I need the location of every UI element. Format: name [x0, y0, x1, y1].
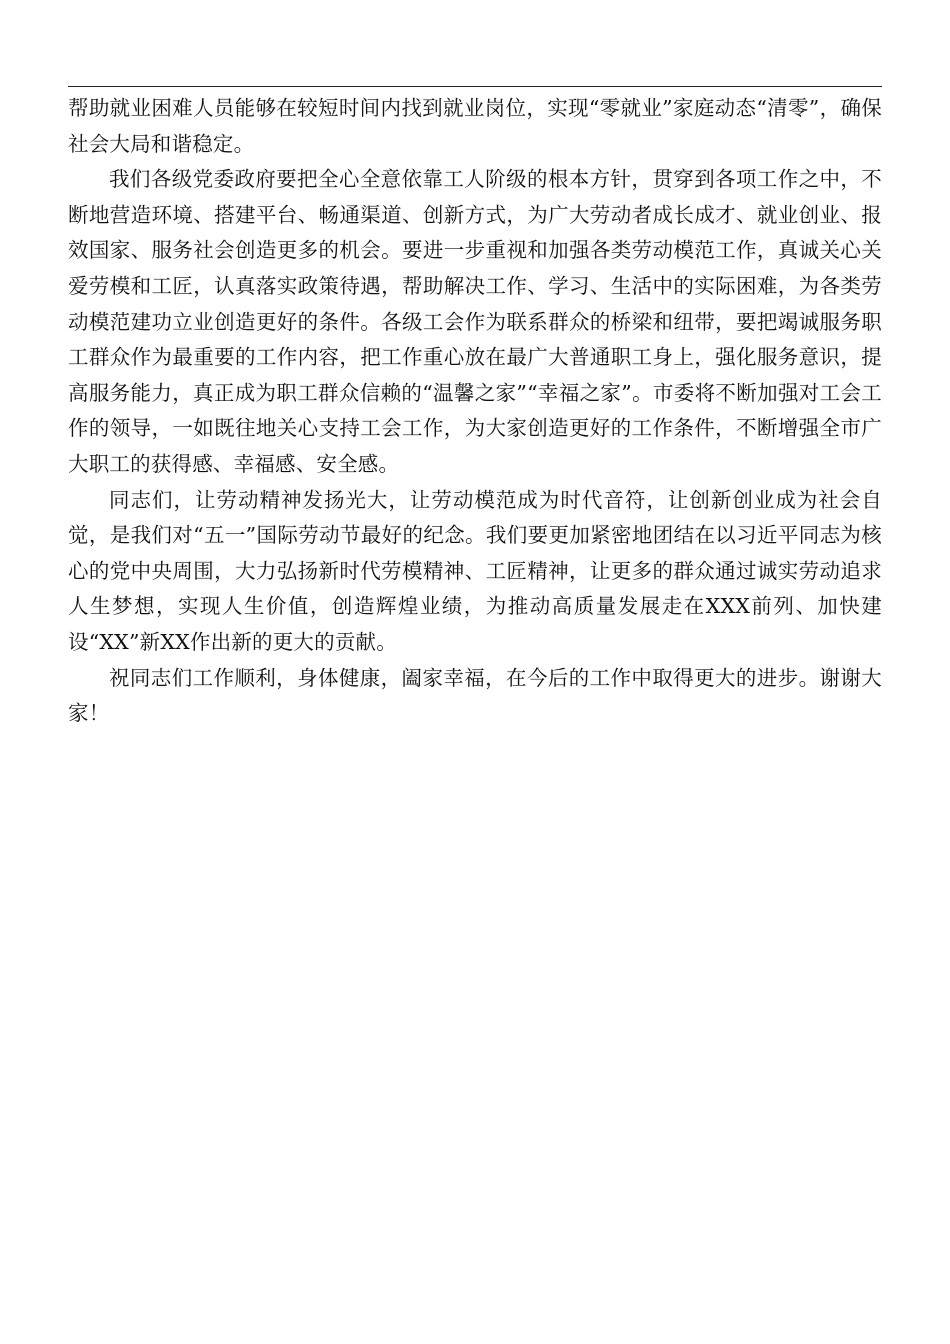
- document-page: [68, 86, 882, 732]
- header-rule: [68, 86, 882, 87]
- paragraph-continuation: 帮助就业困难人员能够在较短时间内找到就业岗位，实现“零就业”家庭动态“清零”，确保社会大局和谐稳定。: [68, 96, 882, 156]
- paragraph-closing: 祝同志们工作顺利，身体健康，阖家幸福，在今后的工作中取得更大的进步。谢谢大家！: [68, 665, 882, 726]
- paragraph-party-policy: 我们各级党委政府要把全心全意依靠工人阶级的根本方针，贯穿到各项工作之中，不断地营造环境、搭建平台、畅通渠道、创新方式，为广大劳动者成长成才、就业创业、报效国家、服务社会创造更多的机会。要进一步重视和加强各类劳动模范工作，真诚关心关爱劳模和工匠，认真落实政策待遇，帮助解决工作、学习、生活中的实际困难，为各类劳动模范建功立业创造更好的条件。各级工会作为联系群众的桥梁和纽带，要把竭诚服务职工群众作为最重要的工作内容，把工作重心放在最广大普通职工身上，强化服务意识，提高服务能力，真正成为职工群众信赖的“温馨之家”“幸福之家”。市委将不断加强对工会工作的领导，一如既往地关心支持工会工作，为大家创造更好的工作条件，不断增强全市广大职工的获得感、幸福感、安全感。: [68, 167, 882, 476]
- paragraph-labor-spirit: 同志们，让劳动精神发扬光大，让劳动模范成为时代音符，让创新创业成为社会自觉，是我们对“五一”国际劳动节最好的纪念。我们要更加紧密地团结在以习近平同志为核心的党中央周围，大力弘扬新时代劳模精神、工匠精神，让更多的群众通过诚实劳动追求人生梦想，实现人生价值，创造辉煌业绩，为推动高质量发展走在XXX前列、加快建设“XX”新XX作出新的更大的贡献。: [68, 487, 882, 654]
